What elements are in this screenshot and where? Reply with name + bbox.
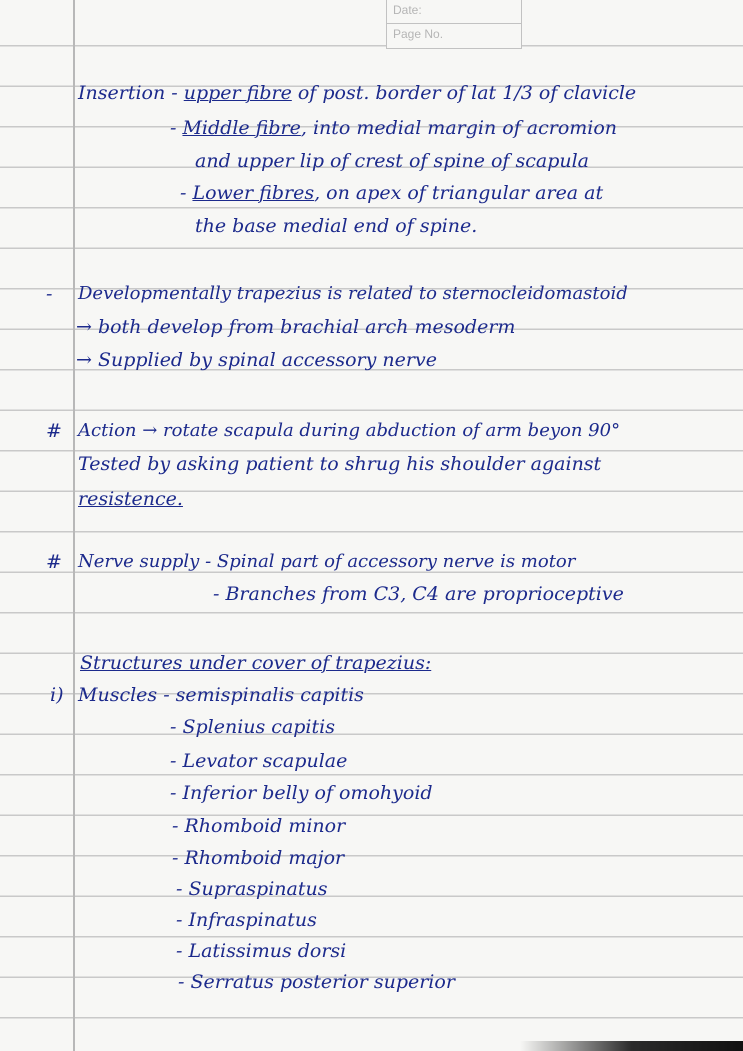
lower-fibres-label: Lower fibres — [192, 182, 315, 204]
nerve-supply-line: Nerve supply - Spinal part of accessory nerve is motor — [78, 551, 576, 572]
muscles-number: i) — [50, 684, 64, 706]
dev-dash: - — [46, 283, 53, 305]
insertion-line-1 — [78, 84, 636, 103]
page-no-label: Page No. — [393, 27, 444, 41]
muscle-item: - Splenius capitis — [170, 716, 335, 738]
muscle-item: - Rhomboid minor — [172, 815, 346, 837]
nerve-branches-line: - Branches from C3, C4 are proprioceptive — [213, 583, 624, 605]
lower-fibres-text: , on apex of triangular area at — [314, 182, 604, 204]
development-line: Developmentally trapezius is related to sternocleidomastoid — [78, 283, 628, 304]
middle-fibre-label: Middle fibre — [182, 117, 301, 139]
action-line: Action → rotate scapula during abduction of arm beyon 90° — [78, 420, 621, 441]
middle-fibre-text: , into medial margin of acromion — [300, 117, 618, 139]
date-page-box — [386, 0, 522, 49]
page-edge-shadow — [0, 1041, 743, 1051]
insertion-line-2: - Middle fibre, into medial margin of acromion — [170, 117, 618, 139]
muscles-line: Muscles - semispinalis capitis — [78, 684, 364, 706]
upper-fibre-text: of post. border of lat 1/3 of clavicle — [291, 82, 637, 104]
muscle-item: - Serratus posterior superior — [178, 971, 455, 993]
insertion-line-3: and upper lip of crest of spine of scapula — [195, 150, 590, 172]
muscle-item: - Levator scapulae — [170, 750, 348, 772]
insertion-line-5: the base medial end of spine. — [195, 215, 478, 237]
insertion-line-4: - Lower fibres, on apex of triangular area at — [180, 182, 604, 204]
muscle-item: - Latissimus dorsi — [176, 940, 347, 962]
muscle-item: - Supraspinatus — [176, 878, 328, 900]
development-point-1: → both develop from brachial arch mesoderm — [76, 316, 516, 338]
action-test-line: Tested by asking patient to shrug his shoulder against — [78, 453, 602, 475]
action-resistance: resistence. — [78, 488, 183, 510]
nerve-hash: # — [46, 551, 62, 573]
date-label: Date: — [393, 3, 422, 17]
action-hash: # — [46, 420, 62, 442]
muscle-item: - Inferior belly of omohyoid — [170, 782, 433, 804]
upper-fibre-label: upper fibre — [183, 82, 292, 104]
margin-line — [73, 0, 75, 1051]
development-point-2: → Supplied by spinal accessory nerve — [76, 349, 437, 371]
muscle-item: - Rhomboid major — [172, 847, 345, 869]
structures-heading: Structures under cover of trapezius: — [80, 652, 432, 674]
muscle-item: - Infraspinatus — [176, 909, 317, 931]
insertion-heading: Insertion - — [78, 82, 178, 104]
